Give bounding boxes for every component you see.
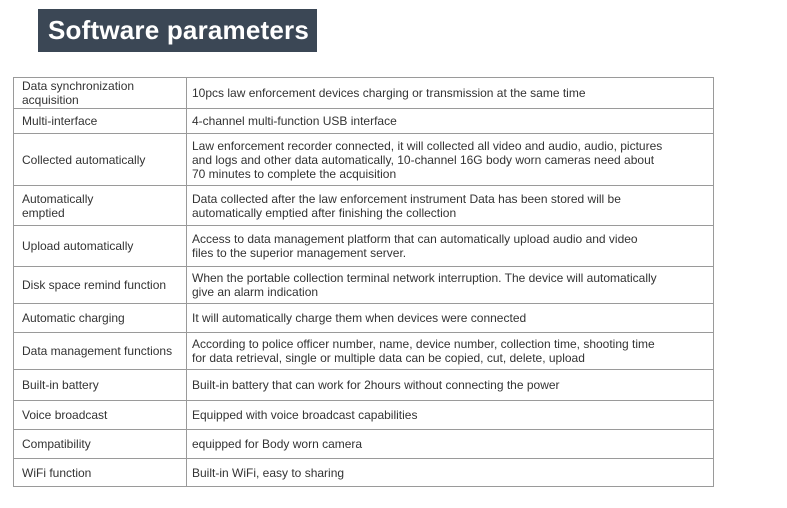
parameter-label: Automatic charging [14, 304, 187, 333]
table-row [14, 333, 714, 370]
parameter-label: Built-in battery [14, 370, 187, 401]
parameter-value: Equipped with voice broadcast capabilities [187, 401, 714, 430]
parameter-value: It will automatically charge them when devices were connected [187, 304, 714, 333]
table-row [14, 78, 714, 109]
table-row [14, 267, 714, 304]
parameter-label: Compatibility [14, 430, 187, 459]
parameter-label: Multi-interface [14, 109, 187, 134]
parameter-value: Built-in WiFi, easy to sharing [187, 459, 714, 487]
page-title: Software parameters [38, 9, 317, 52]
parameter-value: equipped for Body worn camera [187, 430, 714, 459]
parameter-value: Built-in battery that can work for 2hours without connecting the power [187, 370, 714, 401]
parameter-value: Data collected after the law enforcement instrument Data has been stored will be automatically emptied after finishing the collection [187, 186, 714, 226]
parameter-value: Law enforcement recorder connected, it will collected all video and audio, audio, pictures and logs and other data automatically, 10-channel 16G body worn cameras need about 70 minutes to complete the acquisition [187, 134, 714, 186]
parameter-label: Data synchronization acquisition [14, 78, 187, 109]
table-row [14, 109, 714, 134]
parameter-label: Voice broadcast [14, 401, 187, 430]
table-row [14, 134, 714, 186]
parameter-label: Data management functions [14, 333, 187, 370]
table-row [14, 186, 714, 226]
table-row [14, 226, 714, 267]
parameter-value: According to police officer number, name, device number, collection time, shooting time for data retrieval, single or multiple data can be copied, cut, delete, upload [187, 333, 714, 370]
table-row [14, 370, 714, 401]
software-parameters-table [13, 77, 714, 487]
parameter-label: WiFi function [14, 459, 187, 487]
parameter-label: Disk space remind function [14, 267, 187, 304]
table-row [14, 401, 714, 430]
parameter-label: Collected automatically [14, 134, 187, 186]
table-row [14, 459, 714, 487]
parameter-value: Access to data management platform that can automatically upload audio and video files to the superior management server. [187, 226, 714, 267]
table-row [14, 304, 714, 333]
parameter-value: 4-channel multi-function USB interface [187, 109, 714, 134]
parameter-label: Upload automatically [14, 226, 187, 267]
parameter-value: 10pcs law enforcement devices charging or transmission at the same time [187, 78, 714, 109]
parameter-value: When the portable collection terminal network interruption. The device will automatically give an alarm indication [187, 267, 714, 304]
parameter-label: Automatically emptied [14, 186, 187, 226]
table-row [14, 430, 714, 459]
